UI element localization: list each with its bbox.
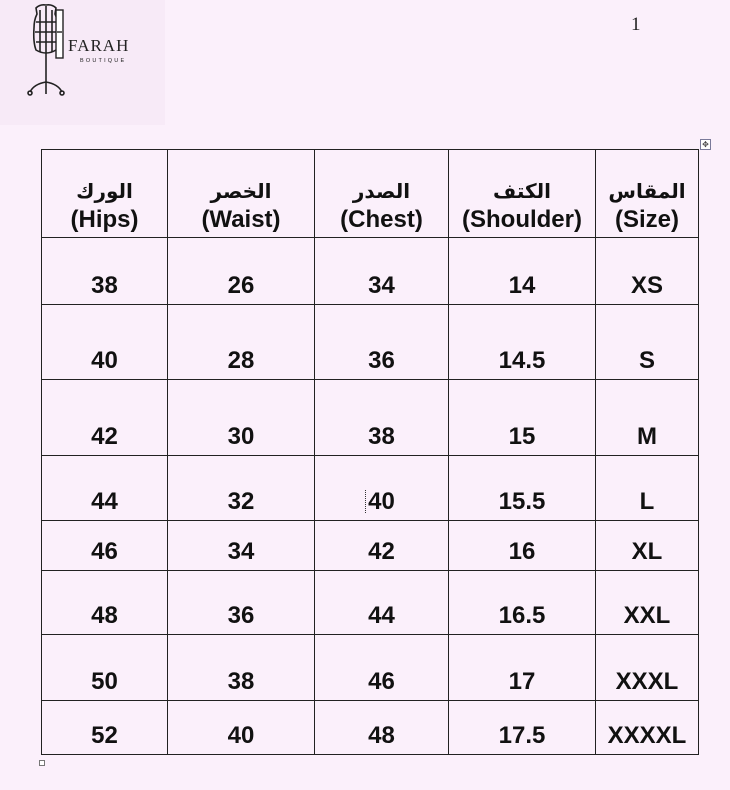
table-row [42, 571, 699, 635]
header-chest [315, 150, 449, 238]
table-row [42, 380, 699, 456]
table-row [42, 701, 699, 755]
header-label-ar: المقاس [608, 181, 686, 203]
cell-chest: 46 [315, 635, 449, 701]
cell-waist: 28 [168, 305, 315, 380]
cell-hips: 50 [42, 635, 168, 701]
cell-shoulder: 17.5 [449, 701, 596, 755]
cell-size: XL [596, 521, 699, 571]
logo [0, 0, 165, 125]
cell-waist: 34 [168, 521, 315, 571]
cell-hips: 48 [42, 571, 168, 635]
cell-chest: 42 [315, 521, 449, 571]
cell-waist: 32 [168, 456, 315, 521]
header-label-en: (Shoulder) [462, 206, 582, 233]
text-cursor-value: 40 [368, 488, 395, 515]
cell-hips: 38 [42, 238, 168, 305]
cell-shoulder: 15 [449, 380, 596, 456]
dress-form-icon [22, 2, 70, 98]
cell-size: S [596, 305, 699, 380]
cell-waist: 36 [168, 571, 315, 635]
size-chart-table [41, 149, 699, 755]
cell-size: XXL [596, 571, 699, 635]
cell-shoulder: 17 [449, 635, 596, 701]
header-label-en: (Chest) [340, 206, 423, 233]
cell-chest: 44 [315, 571, 449, 635]
cell-chest: 48 [315, 701, 449, 755]
header-label-en: (Hips) [70, 206, 139, 233]
header-shoulder [449, 150, 596, 238]
cell-size: XS [596, 238, 699, 305]
header-label-ar: الكتف [493, 181, 551, 203]
cell-chest: 38 [315, 380, 449, 456]
cell-chest: 34 [315, 238, 449, 305]
table-row [42, 238, 699, 305]
cell-waist: 26 [168, 238, 315, 305]
cell-size: M [596, 380, 699, 456]
header-label-ar: الصدر [352, 181, 411, 203]
cell-size: XXXXL [596, 701, 699, 755]
resize-handle-icon[interactable] [39, 760, 45, 766]
page-number: 1 [631, 14, 641, 35]
cell-hips: 42 [42, 380, 168, 456]
cell-hips: 46 [42, 521, 168, 571]
logo-name: FARAH [68, 36, 130, 55]
cell-size: XXXL [596, 635, 699, 701]
cell-shoulder: 16 [449, 521, 596, 571]
header-label-ar: الورك [76, 181, 133, 203]
cell-waist: 30 [168, 380, 315, 456]
header-label-en: (Waist) [201, 206, 281, 233]
cell-waist: 38 [168, 635, 315, 701]
cell-hips: 52 [42, 701, 168, 755]
cell-chest[interactable] [315, 456, 449, 521]
cell-waist: 40 [168, 701, 315, 755]
header-size [596, 150, 699, 238]
header-label-en: (Size) [614, 206, 679, 233]
move-handle-icon[interactable]: ✥ [700, 139, 711, 150]
header-label-ar: الخصر [210, 181, 272, 203]
cell-size: L [596, 456, 699, 521]
table-row [42, 635, 699, 701]
cell-shoulder: 14.5 [449, 305, 596, 380]
table-row [42, 456, 699, 521]
cell-shoulder: 16.5 [449, 571, 596, 635]
cell-shoulder: 14 [449, 238, 596, 305]
cell-hips: 40 [42, 305, 168, 380]
cell-shoulder: 15.5 [449, 456, 596, 521]
cell-hips: 44 [42, 456, 168, 521]
header-hips [42, 150, 168, 238]
table-header-row [42, 150, 699, 238]
table-row [42, 521, 699, 571]
cell-chest: 36 [315, 305, 449, 380]
table-row [42, 305, 699, 380]
logo-subtitle: BOUTIQUE [80, 58, 127, 64]
header-waist [168, 150, 315, 238]
